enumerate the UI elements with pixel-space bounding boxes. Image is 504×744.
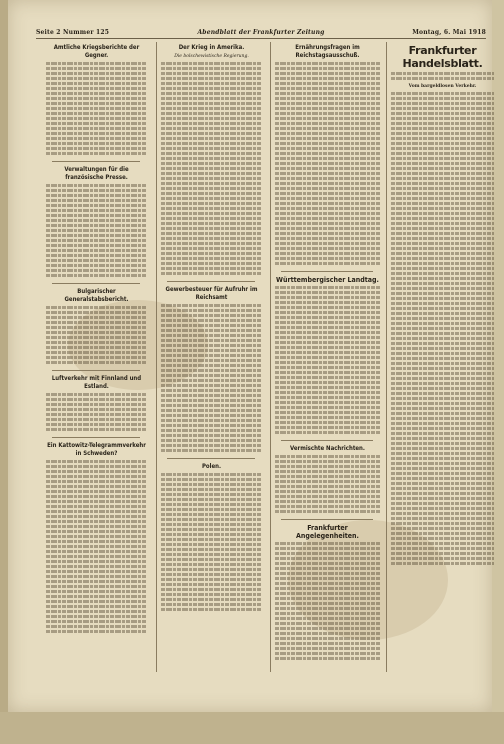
article-headline: Luftverkehr mit Finnland und Estland. xyxy=(51,375,142,390)
article xyxy=(161,44,262,275)
page-header xyxy=(36,28,486,39)
article-headline: Der Krieg in Amerika. xyxy=(178,44,245,51)
article-headline: Ernährungsfragen im Reichstagsausschuß. xyxy=(295,44,360,59)
article-headline: Bulgarischer Generalstabsbericht. xyxy=(64,288,129,303)
column-4 xyxy=(386,42,497,672)
article-headline: Polen. xyxy=(201,463,222,470)
article-headline: Vermischte Nachrichten. xyxy=(290,445,365,452)
article-subhead: Die bolschewistische Regierung. xyxy=(174,54,249,59)
article xyxy=(275,44,380,265)
newspaper-page xyxy=(8,0,492,712)
article xyxy=(46,44,147,155)
article-headline: Gewerbesteuer für Aufruhr im Reichsamt xyxy=(165,286,258,301)
column-2 xyxy=(156,42,265,672)
newspaper-title: Abendblatt der Frankfurter Zeitung xyxy=(197,29,325,36)
article xyxy=(275,276,380,434)
article-headline: Amtliche Kriegsberichte der Gegner. xyxy=(53,44,140,59)
article xyxy=(275,445,380,513)
column-1 xyxy=(42,42,150,672)
article xyxy=(391,44,494,565)
issue-date: Montag, 6. Mai 1918 xyxy=(412,29,486,36)
article xyxy=(46,375,147,431)
article xyxy=(275,524,380,660)
page-bottom-margin xyxy=(0,712,504,744)
article xyxy=(161,463,262,611)
article-headline: Württembergischer Landtag. xyxy=(276,276,379,284)
section-title: Frankfurter Handelsblatt. xyxy=(402,44,483,70)
article xyxy=(46,442,147,633)
page-number: Seite 2 Nummer 125 xyxy=(36,29,110,36)
article-headline: Vom bargeldlosen Verkehr. xyxy=(408,84,477,89)
article xyxy=(46,288,147,364)
article-headline: Frankfurter Angelegenheiten. xyxy=(296,524,359,540)
article xyxy=(46,166,147,277)
article-headline: Ein Kattowitz-Telegrammverkehr in Schweden? xyxy=(47,442,146,457)
paper-edge xyxy=(0,0,8,744)
article-headline: Verwaltungen für die französische Presse. xyxy=(64,166,129,181)
column-3 xyxy=(270,42,383,672)
article xyxy=(161,286,262,452)
